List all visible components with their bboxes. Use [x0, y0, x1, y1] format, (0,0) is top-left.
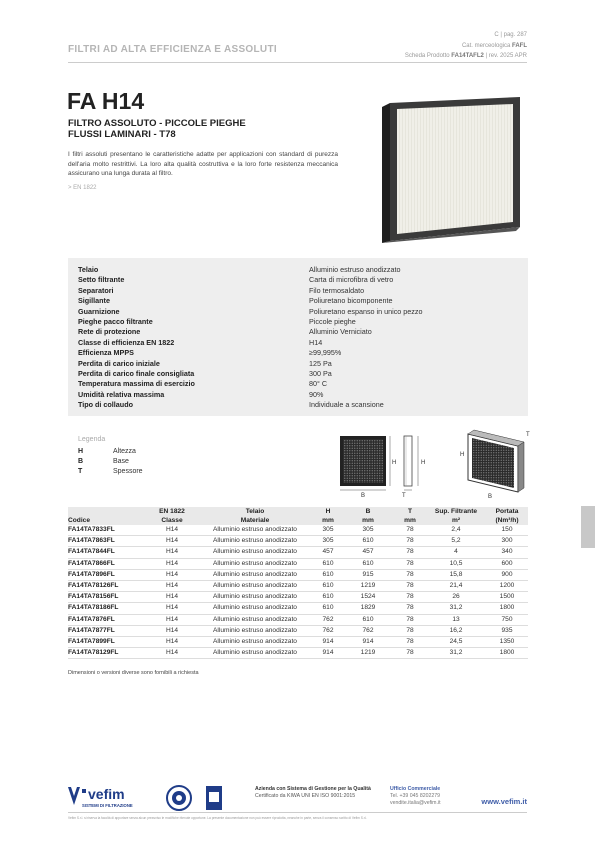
spec-label: Perdita di carico iniziale: [78, 358, 160, 368]
spec-row: [78, 348, 518, 358]
table-cell: Alluminio estruso anodizzato: [196, 648, 314, 659]
table-cell: 305: [314, 525, 342, 536]
sheet-ref: Scheda Prodotto FA14TAFL2 | rev. 2025 APR: [404, 53, 527, 59]
product-code-cell: FA14TA78129FL: [68, 648, 148, 659]
table-cell: 78: [394, 581, 426, 592]
spec-row: [78, 286, 518, 296]
table-cell: 457: [342, 547, 394, 558]
table-row: [68, 569, 528, 580]
table-cell: 610: [314, 592, 342, 603]
table-cell: H14: [148, 581, 196, 592]
table-cell: 300: [486, 536, 528, 547]
product-code-cell: FA14TA7863FL: [68, 536, 148, 547]
table-header-row: EN 1822 Telaio H B T Sup. Filtrante Portata: [68, 507, 528, 516]
table-cell: 610: [314, 603, 342, 614]
spec-row: [78, 317, 518, 327]
table-header-row: Codice Classe Materiale mm mm mm m² (Nm³/h): [68, 516, 528, 525]
front-view-diagram: [336, 432, 396, 498]
spec-label: Setto filtrante: [78, 275, 125, 285]
spec-value: Poliuretano bicomponente: [309, 296, 393, 306]
table-cell: 610: [314, 558, 342, 569]
table-cell: 5,2: [426, 536, 486, 547]
header-divider: [68, 62, 527, 63]
table-cell: Alluminio estruso anodizzato: [196, 592, 314, 603]
table-cell: 762: [314, 625, 342, 636]
svg-text:vefim: vefim: [88, 786, 125, 802]
table-cell: 1219: [342, 581, 394, 592]
table-row: [68, 603, 528, 614]
table-cell: 610: [342, 558, 394, 569]
spec-row: [78, 369, 518, 379]
table-cell: H14: [148, 648, 196, 659]
spec-label: Rete di protezione: [78, 327, 141, 337]
h-label: H: [460, 452, 465, 458]
table-cell: Alluminio estruso anodizzato: [196, 637, 314, 648]
table-cell: 31,2: [426, 648, 486, 659]
spec-value: 90%: [309, 389, 324, 399]
table-cell: H14: [148, 569, 196, 580]
table-cell: 150: [486, 525, 528, 536]
norm-reference: > EN 1822: [68, 185, 97, 191]
spec-label: Guarnizione: [78, 306, 120, 316]
spec-row: [78, 307, 518, 317]
table-cell: 914: [314, 648, 342, 659]
table-cell: 305: [342, 525, 394, 536]
table-cell: Alluminio estruso anodizzato: [196, 625, 314, 636]
table-cell: H14: [148, 536, 196, 547]
product-code-cell: FA14TA78126FL: [68, 581, 148, 592]
spec-label: Temperatura massima di esercizio: [78, 379, 195, 389]
spec-label: Perdita di carico finale consigliata: [78, 369, 195, 378]
table-cell: 78: [394, 625, 426, 636]
table-cell: 4: [426, 547, 486, 558]
website-link[interactable]: www.vefim.it: [481, 797, 527, 806]
table-cell: 1524: [342, 592, 394, 603]
table-cell: 900: [486, 569, 528, 580]
table-note: Dimensioni o versioni diverse sono fornibili a richiesta: [68, 670, 199, 676]
table-cell: H14: [148, 603, 196, 614]
vefim-logo: [68, 785, 158, 809]
h-label: H: [392, 460, 396, 466]
table-cell: 78: [394, 569, 426, 580]
spec-label: Telaio: [78, 265, 99, 274]
spec-value: 125 Pa: [309, 358, 332, 368]
table-row: [68, 547, 528, 558]
certification-seal-icon: [165, 784, 193, 812]
spec-row: [78, 265, 518, 275]
table-cell: 1219: [342, 648, 394, 659]
table-cell: H14: [148, 625, 196, 636]
t-label: T: [402, 493, 406, 498]
table-cell: 1829: [342, 603, 394, 614]
table-row: [68, 581, 528, 592]
h-label: H: [421, 460, 426, 466]
table-cell: 13: [426, 614, 486, 625]
spec-label: Tipo di collaudo: [78, 400, 133, 410]
table-cell: 750: [486, 614, 528, 625]
table-cell: Alluminio estruso anodizzato: [196, 569, 314, 580]
page-ref: C | pag. 287: [494, 32, 527, 38]
product-code-cell: FA14TA78186FL: [68, 603, 148, 614]
table-cell: 21,4: [426, 581, 486, 592]
table-row: [68, 648, 528, 659]
product-code-cell: FA14TA7833FL: [68, 525, 148, 536]
table-row: [68, 558, 528, 569]
table-cell: 1800: [486, 603, 528, 614]
table-cell: 915: [342, 569, 394, 580]
table-cell: 2,4: [426, 525, 486, 536]
table-cell: 935: [486, 625, 528, 636]
table-cell: 1800: [486, 648, 528, 659]
category-title: FILTRI AD ALTA EFFICIENZA E ASSOLUTI: [68, 44, 277, 55]
table-cell: 762: [342, 625, 394, 636]
product-code-cell: FA14TA7876FL: [68, 614, 148, 625]
b-label: B: [488, 494, 493, 500]
quality-mark-icon: [200, 784, 228, 812]
footer-divider: [68, 812, 527, 813]
spec-row: [78, 390, 518, 400]
spec-value: Alluminio Verniciato: [309, 327, 372, 337]
spec-value: Piccole pieghe: [309, 317, 356, 326]
spec-label: Separatori: [78, 285, 114, 295]
spec-value: Poliuretano espanso in unico pezzo: [309, 306, 423, 316]
table-row: [68, 536, 528, 547]
spec-label: Sigillante: [78, 296, 110, 306]
table-cell: Alluminio estruso anodizzato: [196, 525, 314, 536]
table-cell: 31,2: [426, 603, 486, 614]
table-cell: Alluminio estruso anodizzato: [196, 536, 314, 547]
table-cell: 78: [394, 614, 426, 625]
table-row: [68, 637, 528, 648]
spec-row: [78, 359, 518, 369]
table-cell: H14: [148, 592, 196, 603]
table-cell: 610: [314, 569, 342, 580]
product-subtitle: FILTRO ASSOLUTO - PICCOLE PIEGHE FLUSSI LAMINARI - T78: [68, 118, 246, 140]
spec-value: ≥99,995%: [309, 348, 342, 358]
product-code-cell: FA14TA7844FL: [68, 547, 148, 558]
sales-office-contact: Ufficio Commerciale Tel. +39 045 8202279 vendite.italia@vefim.it: [390, 786, 441, 806]
table-cell: 78: [394, 558, 426, 569]
table-cell: 457: [314, 547, 342, 558]
table-cell: 340: [486, 547, 528, 558]
spec-row: [78, 400, 518, 410]
legal-disclaimer: Vefim S.r.l. si riserva la facoltà di apportare senza alcun preavviso le modifiche ritenute opportune. La presente documentazione non può essere riprodotta, neanche in parte, senza il consenso scritto di Vefim S.r.l.: [68, 816, 368, 820]
table-cell: 10,5: [426, 558, 486, 569]
table-cell: 15,8: [426, 569, 486, 580]
table-cell: 600: [486, 558, 528, 569]
svg-text:SISTEMI DI FILTRAZIONE: SISTEMI DI FILTRAZIONE: [82, 803, 133, 808]
spec-value: Individuale a scansione: [309, 400, 384, 410]
spec-row: [78, 338, 518, 348]
table-cell: 305: [314, 536, 342, 547]
table-cell: 610: [342, 614, 394, 625]
product-title: FA H14: [67, 88, 145, 114]
product-code-cell: FA14TA7896FL: [68, 569, 148, 580]
product-code-cell: FA14TA7877FL: [68, 625, 148, 636]
specifications-panel: [68, 258, 528, 416]
table-cell: H14: [148, 547, 196, 558]
table-cell: 26: [426, 592, 486, 603]
table-cell: Alluminio estruso anodizzato: [196, 558, 314, 569]
table-cell: 78: [394, 603, 426, 614]
table-cell: 610: [342, 536, 394, 547]
table-cell: 78: [394, 525, 426, 536]
table-cell: 78: [394, 592, 426, 603]
spec-value: 300 Pa: [309, 369, 332, 378]
product-description: I filtri assoluti presentano le caratteristiche adatte per applicazioni con standard di purezza dell'aria molto restrittivi. La loro alta qualità costruttiva e la loro forte resistenza meccanica assicurano una lunga durata al filtro.: [68, 151, 338, 177]
spec-label: Classe di efficienza EN 1822: [78, 337, 175, 347]
table-row: [68, 525, 528, 536]
table-cell: 762: [314, 614, 342, 625]
spec-value: Alluminio estruso anodizzato: [309, 265, 401, 274]
product-codes-table: [68, 507, 528, 659]
spec-row: [78, 275, 518, 285]
spec-row: [78, 296, 518, 306]
table-cell: 24,5: [426, 637, 486, 648]
side-tab-marker: [581, 506, 595, 548]
quality-certification-text: Azienda con Sistema di Gestione per la Qualità Certificato da KIWA UNI EN ISO 9001:2015: [255, 786, 371, 799]
table-cell: 1200: [486, 581, 528, 592]
spec-value: Carta di microfibra di vetro: [309, 275, 394, 285]
perspective-view-diagram: [450, 424, 535, 502]
spec-row: [78, 327, 518, 337]
header-meta: [405, 30, 527, 62]
spec-value: 80° C: [309, 379, 328, 389]
table-cell: H14: [148, 614, 196, 625]
spec-row: [78, 379, 518, 389]
table-cell: 78: [394, 536, 426, 547]
product-code-cell: FA14TA7866FL: [68, 558, 148, 569]
table-row: [68, 592, 528, 603]
b-label: B: [361, 493, 366, 498]
table-cell: H14: [148, 525, 196, 536]
product-code-cell: FA14TA78156FL: [68, 592, 148, 603]
spec-label: Pieghe pacco filtrante: [78, 317, 153, 326]
table-cell: H14: [148, 637, 196, 648]
table-cell: Alluminio estruso anodizzato: [196, 614, 314, 625]
table-cell: 1500: [486, 592, 528, 603]
product-code-cell: FA14TA7899FL: [68, 637, 148, 648]
table-cell: 16,2: [426, 625, 486, 636]
side-view-diagram: [400, 432, 440, 498]
spec-label: Efficienza MPPS: [78, 348, 134, 358]
spec-value: H14: [309, 337, 323, 347]
table-cell: Alluminio estruso anodizzato: [196, 581, 314, 592]
category-ref: Cat. merceologica FAFL: [461, 42, 527, 49]
table-cell: 914: [314, 637, 342, 648]
table-row: [68, 614, 528, 625]
table-cell: Alluminio estruso anodizzato: [196, 547, 314, 558]
spec-value: Filo termosaldato: [309, 285, 365, 295]
table-cell: 78: [394, 648, 426, 659]
table-cell: 78: [394, 547, 426, 558]
table-cell: Alluminio estruso anodizzato: [196, 603, 314, 614]
table-cell: 610: [314, 581, 342, 592]
table-cell: 914: [342, 637, 394, 648]
spec-label: Umidità relativa massima: [78, 389, 165, 399]
t-label: T: [526, 432, 530, 438]
table-cell: 78: [394, 637, 426, 648]
legend-title: Legenda: [78, 436, 106, 443]
filter-product-image: [360, 95, 525, 247]
table-cell: 1350: [486, 637, 528, 648]
table-row: [68, 625, 528, 636]
table-cell: H14: [148, 558, 196, 569]
